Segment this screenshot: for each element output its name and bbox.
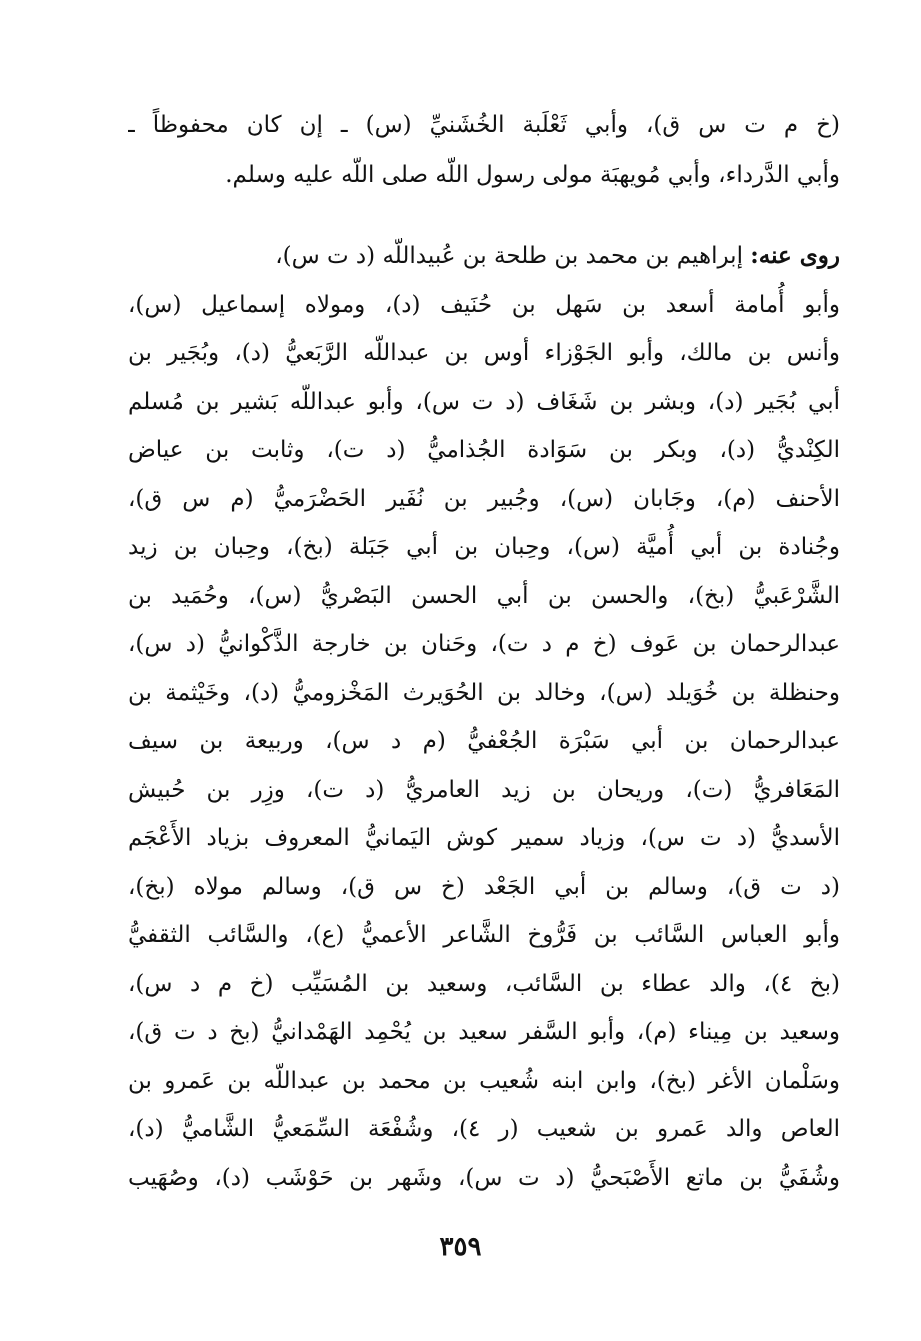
narrator-line: (بخ ٤)، والد عطاء بن السَّائب، وسعيد بن المُسَيِّب (خ م د س)، <box>128 970 840 997</box>
narrator-line: وأبو العباس السَّائب بن فَرُّوخ الشَّاعر الأعميُّ (ع)، والسَّائب الثقفيُّ <box>128 922 840 948</box>
intro-paragraph <box>128 100 840 200</box>
narrators-lead-label: روى عنه: <box>750 242 840 269</box>
narrator-line: وجُنادة بن أبي أُميَّة (س)، وحِبان بن أبي جَبَلة (بخ)، وحِبان بن زيد <box>128 534 840 560</box>
narrator-line: المَعَافريُّ (ت)، وريحان بن زيد العامريُّ (د ت)، وزِر بن حُبيش <box>128 776 840 803</box>
narrator-line: عبدالرحمان بن أبي سَبْرَة الجُعْفيُّ (م د س)، وربيعة بن سيف <box>128 728 840 754</box>
narrator-line: الشَّرْعَبيُّ (بخ)، والحسن بن أبي الحسن البَصْريُّ (س)، وحُمَيد بن <box>128 582 840 609</box>
narrators-paragraph <box>128 232 840 1202</box>
narrator-line: الأسديُّ (د ت س)، وزياد سمير كوش اليَمانيُّ المعروف بزياد الأَعْجَم <box>128 825 840 851</box>
narrator-line: وحنظلة بن خُوَيلد (س)، وخالد بن الحُوَيرث المَخْزوميُّ (د)، وخَيْثمة بن <box>128 679 840 706</box>
narrators-first-line-text: إبراهيم بن محمد بن طلحة بن عُبيداللّه (د ت س)، <box>275 243 743 269</box>
narrator-line: العاص والد عَمرو بن شعيب (ر ٤)، وشُفْعَة السِّمَعيُّ الشَّاميُّ (د)، <box>128 1116 840 1142</box>
narrator-line: الكِنْديُّ (د)، وبكر بن سَوَادة الجُذاميُّ (د ت)، وثابت بن عياض <box>128 437 840 463</box>
narrator-line: وأبو أُمامة أسعد بن سَهل بن حُنَيف (د)، ومولاه إسماعيل (س)، <box>128 291 840 318</box>
intro-line: (خ م ت س ق)، وأبي ثَعْلَبة الخُشَنيِّ (س) ـ إن كان محفوظاً ـ <box>128 112 840 138</box>
narrator-line: أبي بُجَير (د)، وبشر بن شَغَاف (د ت س)، وأبو عبداللّه بَشير بن مُسلم <box>128 388 840 415</box>
page-number: ٣٥٩ <box>439 1232 482 1262</box>
narrator-line: وسَلْمان الأغر (بخ)، وابن ابنه شُعيب بن محمد بن عبداللّه بن عَمرو بن <box>128 1067 840 1094</box>
narrator-line: الأحنف (م)، وجَابان (س)، وجُبير بن نُفَير الحَضْرَميُّ (م س ق)، <box>128 485 840 512</box>
narrator-line: عبدالرحمان بن عَوف (خ م د ت)، وحَنان بن خارجة الذَّكْوانيُّ (د س)، <box>128 631 840 657</box>
narrator-line: وشُفَيُّ بن ماتع الأَصْبَحيُّ (د ت س)، وشَهر بن حَوْشَب (د)، وصُهَيب <box>128 1164 840 1191</box>
narrators-first-line <box>128 232 840 281</box>
narrator-line: وسعيد بن مِيناء (م)، وأبو السَّفر سعيد بن يُحْمِد الهَمْدانيُّ (بخ د ت ق)، <box>128 1019 840 1045</box>
intro-line: وأبي الدَّرداء، وأبي مُويهبَة مولى رسول اللّه صلى اللّه عليه وسلم. <box>225 162 840 188</box>
narrator-line: وأنس بن مالك، وأبو الجَوْزاء أوس بن عبداللّه الرَّبَعيُّ (د)، وبُجَير بن <box>128 340 840 366</box>
narrator-line: (د ت ق)، وسالم بن أبي الجَعْد (خ س ق)، وسالم مولاه (بخ)، <box>128 873 840 900</box>
